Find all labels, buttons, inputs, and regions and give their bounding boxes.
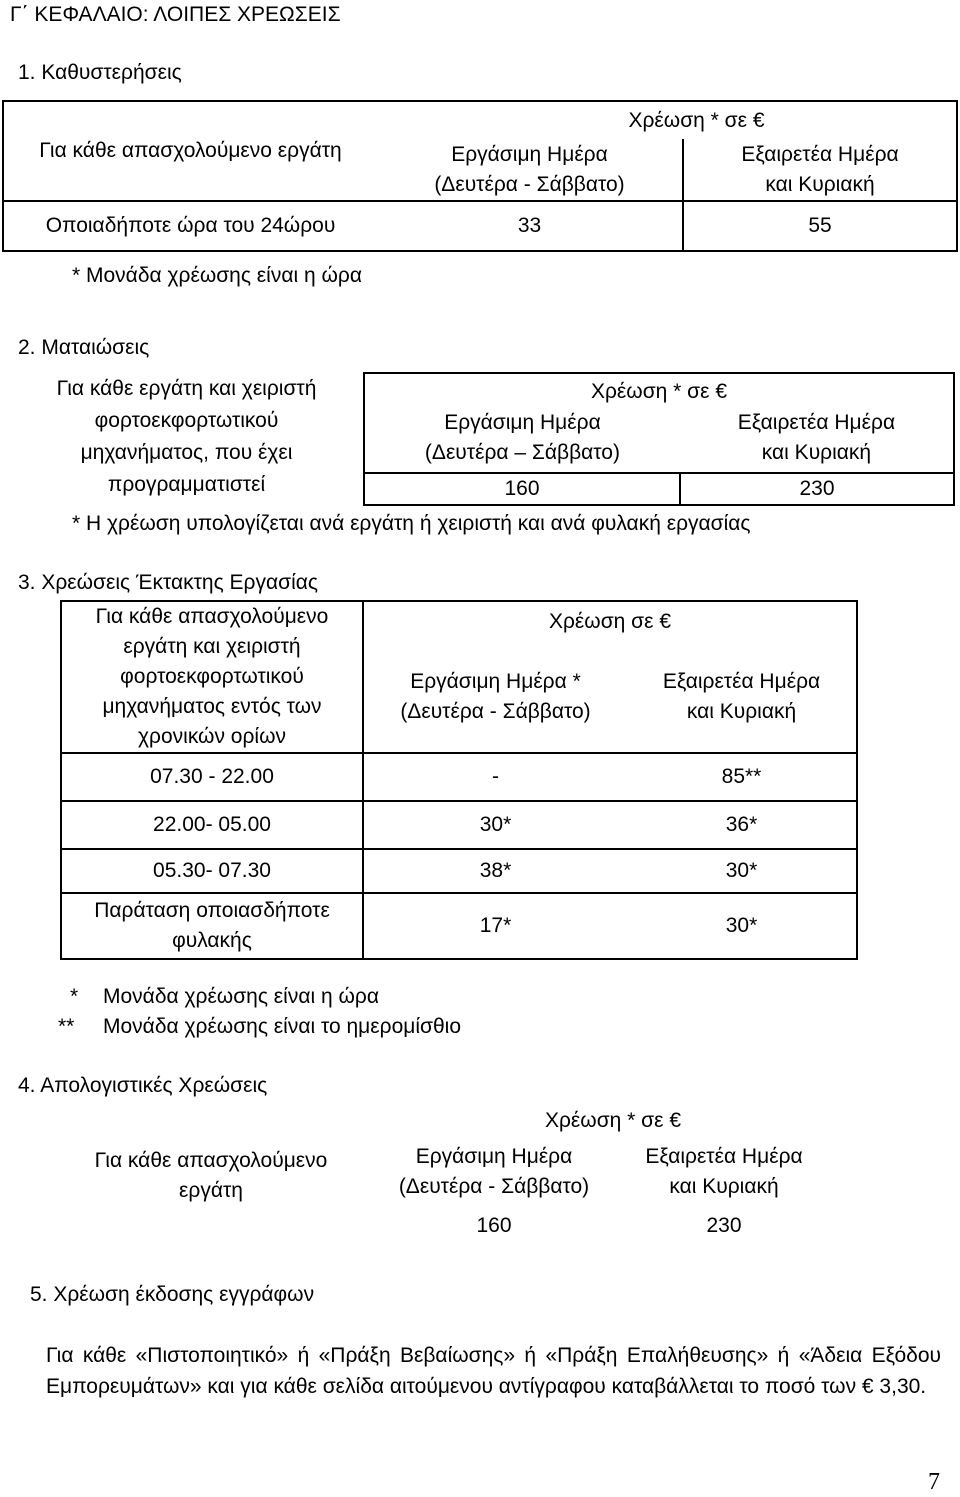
s1-note: * Μονάδα χρέωσης είναι η ώρα [72, 264, 362, 287]
s3-row-header: Για κάθε απασχολούμενο εργάτη και χειριστή φορτοεκφορτωτικού μηχανήματος εντός των χρονικών ορίων [61, 601, 363, 753]
section-4-title: 4. Απολογιστικές Χρεώσεις [18, 1074, 268, 1097]
s4-val-holiday: 230 [706, 1214, 742, 1237]
s3-row-holiday: 85** [627, 753, 857, 801]
chapter-title: Γ΄ ΚΕΦΑΛΑΙΟ: ΛΟΙΠΕΣ ΧΡΕΩΣΕΙΣ [10, 3, 341, 26]
s4-val-working: 160 [476, 1214, 512, 1237]
s1-val-working: 33 [377, 201, 683, 251]
table-row [61, 801, 857, 849]
section-1-table [2, 100, 958, 252]
section-2-title: 2. Ματαιώσεις [18, 336, 150, 359]
s1-charge-header: Χρέωση * σε € [377, 101, 957, 139]
s1-col-working: Εργάσιμη Ημέρα (Δευτέρα - Σάββατο) [377, 139, 683, 201]
table-row [61, 849, 857, 893]
s3-row-label: Παράταση οποιασδήποτε φυλακής [61, 893, 363, 959]
s1-row-label: Οποιαδήποτε ώρα του 24ώρου [3, 201, 377, 251]
s1-row-header: Για κάθε απασχολούμενο εργάτη [3, 101, 377, 201]
s3-note2-text: Μονάδα χρέωσης είναι το ημερομίσθιο [103, 1015, 461, 1038]
s3-note2-mark: ** [58, 1015, 75, 1038]
s3-row-label: 07.30 - 22.00 [61, 753, 363, 801]
s2-note: * Η χρέωση υπολογίζεται ανά εργάτη ή χειριστή και ανά φυλακή εργασίας [72, 512, 751, 535]
s1-col-holiday: Εξαιρετέα Ημέρα και Κυριακή [683, 139, 957, 201]
s2-charge-header: Χρέωση * σε € [590, 380, 728, 403]
s1-val-holiday: 55 [683, 201, 957, 251]
s2-val-holiday: 230 [680, 473, 954, 505]
section-5-title: 5. Χρέωση έκδοσης εγγράφων [30, 1283, 315, 1306]
s4-charge-header: Χρέωση * σε € [544, 1109, 682, 1132]
s3-row-holiday: 36* [627, 801, 857, 849]
s3-col-holiday: Εξαιρετέα Ημέρα και Κυριακή [627, 642, 857, 753]
s3-row-working: 38* [363, 849, 627, 893]
s2-col-holiday: Εξαιρετέα Ημέρα και Κυριακή [737, 411, 896, 464]
s3-row-holiday: 30* [627, 893, 857, 959]
s3-col-working: Εργάσιμη Ημέρα * (Δευτέρα - Σάββατο) [363, 642, 627, 753]
s3-note1-text: Μονάδα χρέωσης είναι η ώρα [103, 985, 379, 1008]
s3-row-working: - [363, 753, 627, 801]
s3-note1-mark: * [70, 985, 79, 1008]
s4-col-holiday: Εξαιρετέα Ημέρα και Κυριακή [645, 1145, 803, 1198]
s3-row-label: 05.30- 07.30 [61, 849, 363, 893]
table-row [61, 893, 857, 959]
section-1-title: 1. Καθυστερήσεις [18, 61, 182, 84]
section-3-table [60, 600, 858, 960]
s3-row-working: 30* [363, 801, 627, 849]
page-number: 7 [928, 1469, 940, 1495]
s2-val-working: 160 [364, 473, 680, 505]
s3-row-holiday: 30* [627, 849, 857, 893]
table-row [61, 753, 857, 801]
s4-row-header: Για κάθε απασχολούμενο εργάτη [94, 1149, 328, 1202]
s5-paragraph: Για κάθε «Πιστοποιητικό» ή «Πράξη Βεβαίωσης» ή «Πράξη Επαλήθευσης» ή «Άδεια Εξόδου Εμπορευμάτων» και για κάθε σελίδα αιτούμενου αντίγραφου καταβάλλεται το ποσό των € 3,30. [46, 1344, 941, 1398]
s4-col-working: Εργάσιμη Ημέρα (Δευτέρα - Σάββατο) [398, 1145, 590, 1198]
s2-row-header: Για κάθε εργάτη και χειριστή φορτοεκφορτωτικού μηχανήματος, που έχει προγραμματιστεί [10, 373, 364, 505]
s2-col-working: Εργάσιμη Ημέρα (Δευτέρα – Σάββατο) [424, 411, 620, 464]
section-2-table [10, 372, 955, 506]
s3-row-label: 22.00- 05.00 [61, 801, 363, 849]
section-3-title: 3. Χρεώσεις Έκτακτης Εργασίας [18, 571, 319, 594]
s3-charge-header: Χρέωση σε € [363, 601, 857, 642]
s3-row-working: 17* [363, 893, 627, 959]
